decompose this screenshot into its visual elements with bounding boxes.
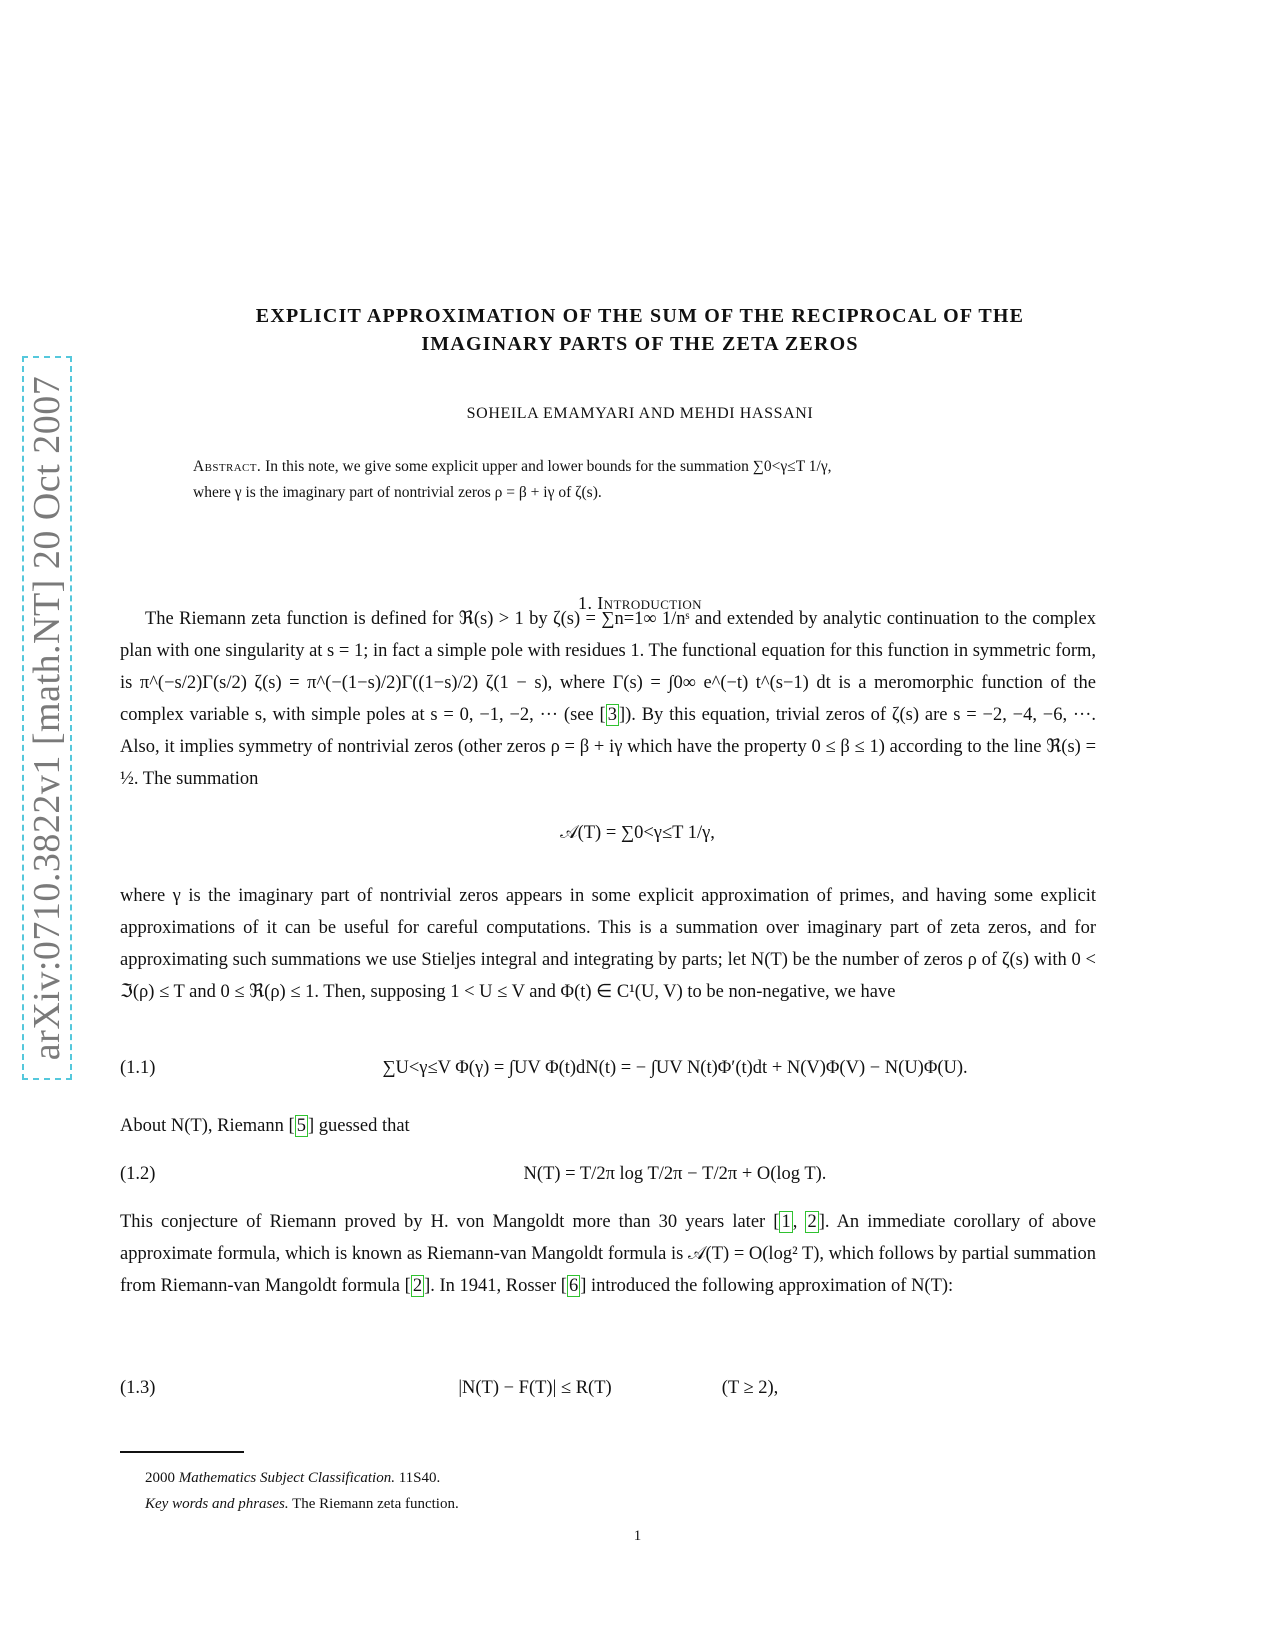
- abstract-text-1: In this note, we give some explicit upper and lower bounds for the summation: [265, 458, 749, 475]
- equation-1-3-condition: (T ≥ 2),: [721, 1378, 779, 1398]
- title-line-1: EXPLICIT APPROXIMATION OF THE SUM OF THE RECIPROCAL OF THE: [255, 305, 1025, 327]
- footnote-rule: [120, 1451, 244, 1453]
- msc-value: 11S40.: [398, 1470, 441, 1486]
- intro-text-3a: About N(T), Riemann: [120, 1116, 284, 1136]
- keywords-value: The Riemann zeta function.: [292, 1496, 459, 1512]
- arxiv-stamp: [22, 356, 72, 1080]
- arxiv-identifier: arXiv:0710.3822v1 [math.NT] 20 Oct 2007: [26, 375, 68, 1061]
- intro-text-3b: guessed that: [318, 1116, 410, 1136]
- citation-link[interactable]: 2: [807, 1212, 817, 1232]
- equation-A: 𝒜(T) = ∑0<γ≤T 1/γ,: [560, 823, 715, 843]
- intro-paragraph-1: The Riemann zeta function is defined for ℜ(s) > 1 by ζ(s) = ∑n=1∞ 1/nˢ and extended by analytic continuation to the complex plan with one singularity at s = 1; in fact a simple pole with residues 1. The functional equation for this function in symmetric form, is π^(−s/2)Γ(s/2) ζ(s) = π^(−(1−s)/2)Γ((1−s)/2) ζ(1 − s), where Γ(s) = ∫0∞ e^(−t) t^(s−1) dt is a meromorphic function of the complex variable s, with simple poles at s = 0, −1, −2, ··· (see [ 3 ]). By this equation, trivial zeros of ζ(s) are s = −2, −4, −6, ···. Also, it implies symmetry of nontrivial zeros (other zeros ρ = β + iγ which have the property 0 ≤ β ≤ 1) according to the line ℜ(s) = ½. The summation: [120, 609, 1097, 789]
- authors: SOHEILA EMAMYARI AND MEHDI HASSANI: [466, 405, 814, 422]
- section-number: 1.: [578, 593, 593, 613]
- intro-text-1: The Riemann zeta function is defined for ℜ(s) > 1 by ζ(s) = ∑n=1∞ 1/nˢ and extended by analytic continuation to the complex plan with one singularity at s = 1; in fact a simple pole with residues 1. The functional equation for this function in symmetric form, is π^(−s/2)Γ(s/2) ζ(s) = π^(−(1−s)/2)Γ((1−s)/2) ζ(1 − s), where Γ(s) = ∫0∞ e^(−t) t^(s−1) dt is a meromorphic function of the complex variable s, with simple poles at s = 0, −1, −2, ··· (see: [120, 609, 1097, 725]
- equation-number-1-1: (1.1): [120, 1058, 156, 1078]
- abstract-sum: ∑0<γ≤T 1/γ,: [752, 458, 832, 475]
- msc-label: Mathematics Subject Classification.: [178, 1470, 395, 1486]
- msc-year: 2000: [145, 1470, 175, 1486]
- intro-text-4c: . In 1941, Rosser: [430, 1276, 557, 1296]
- paper-title: [140, 302, 1140, 358]
- citation-link[interactable]: 1: [781, 1212, 791, 1232]
- intro-paragraph-4: This conjecture of Riemann proved by H. von Mangoldt more than 30 years later [ 1 , 2 ]. An immediate corollary of above approximate formula, which is known as Riemann-van Mangoldt formula is 𝒜(T) = O(log² T), which follows by partial summation from Riemann-van Mangoldt formula [ 2 ]. In 1941, Rosser [ 6 ] introduced the following approximation of N(T):: [120, 1212, 1097, 1296]
- intro-paragraph-3: About N(T), Riemann [ 5 ] guessed that: [120, 1116, 410, 1136]
- page-number: 1: [633, 1528, 642, 1544]
- equation-1-1: ∑U<γ≤V Φ(γ) = ∫UV Φ(t)dN(t) = − ∫UV N(t)Φ′(t)dt + N(V)Φ(V) − N(U)Φ(U).: [382, 1058, 968, 1078]
- title-line-2: IMAGINARY PARTS OF THE ZETA ZEROS: [421, 333, 859, 355]
- citation-link[interactable]: 5: [296, 1116, 306, 1136]
- abstract-label: Abstract.: [193, 458, 262, 475]
- citation-link[interactable]: 2: [412, 1276, 423, 1296]
- equation-1-2: N(T) = T/2π log T/2π − T/2π + O(log T).: [523, 1164, 827, 1184]
- footnote-keywords: [145, 1496, 459, 1513]
- equation-1-3: |N(T) − F(T)| ≤ R(T): [458, 1378, 612, 1398]
- section-title: Introduction: [597, 593, 702, 613]
- equation-number-1-3: (1.3): [120, 1378, 156, 1398]
- equation-number-1-2: (1.2): [120, 1164, 156, 1184]
- intro-text-4a: This conjecture of Riemann proved by H. von Mangoldt more than 30 years later: [120, 1212, 766, 1232]
- intro-text-1b: ). By this equation, trivial zeros of ζ(s) are s = −2, −4, −6, ···. Also, it implies symmetry of nontrivial zeros (other zeros ρ = β + iγ which have the property 0 ≤ β ≤ 1) according to the line ℜ(s) = ½. The summation: [120, 705, 1096, 789]
- citation-link[interactable]: 3: [607, 705, 617, 725]
- intro-text-4b: . An immediate corollary of above approximate formula, which is known as Riemann-van Mangoldt formula is 𝒜(T) = O(log² T), which follows by partial summation from Riemann-van Mangoldt formula: [120, 1212, 1097, 1296]
- intro-text-4d: introduced the following approximation of N(T):: [590, 1276, 954, 1296]
- citation-link[interactable]: 6: [568, 1276, 579, 1296]
- abstract-text-2: where γ is the imaginary part of nontrivial zeros ρ = β + iγ of ζ(s).: [193, 484, 602, 501]
- footnote-msc: [145, 1470, 440, 1487]
- intro-paragraph-2: where γ is the imaginary part of nontrivial zeros appears in some explicit approximation of primes, and having some explicit approximations of it can be useful for careful computations. This is a summation over imaginary part of zeta zeros, and for approximating such summations we use Stieljes integral and integrating by parts; let N(T) be the number of zeros ρ of ζ(s) with 0 < ℑ(ρ) ≤ T and 0 ≤ ℜ(ρ) ≤ 1. Then, supposing 1 < U ≤ V and Φ(t) ∈ C¹(U, V) to be non-negative, we have: [120, 886, 1096, 1002]
- keywords-label: Key words and phrases.: [145, 1496, 289, 1512]
- abstract: [193, 454, 1093, 506]
